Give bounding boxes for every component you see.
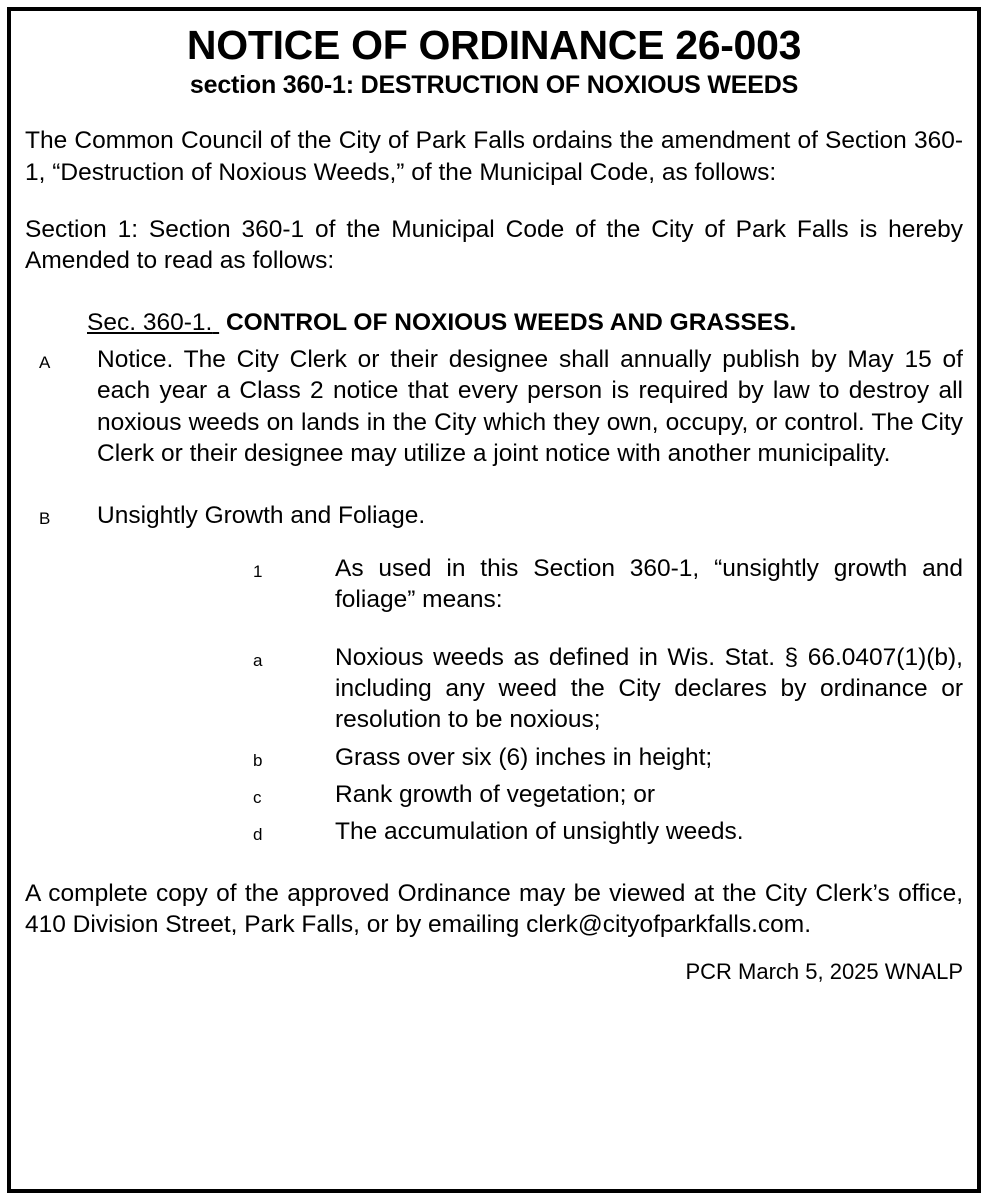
list-item-label: a: [253, 650, 263, 670]
section-one-paragraph: Section 1: Section 360-1 of the Municipal Code of the City of Park Falls is hereby Amended to read as follows:: [25, 216, 963, 275]
list-item: [25, 344, 963, 469]
closing-paragraph: A complete copy of the approved Ordinance may be viewed at the City Clerk’s office, 410 Division Street, Park Falls, or by emailing clerk@cityofparkfalls.com.: [25, 879, 963, 939]
list-item-text: Rank growth of vegetation; or: [335, 781, 656, 809]
list-item-label: B: [39, 508, 51, 528]
section-heading: [25, 307, 963, 338]
section-heading-title: CONTROL OF NOXIOUS WEEDS AND GRASSES.: [225, 308, 797, 336]
list-item-text: The accumulation of unsightly weeds.: [335, 818, 744, 846]
list-item-text: Notice. The City Clerk or their designee shall annually publish by May 15 of each year a Class 2 notice that every person is required by law to destroy all noxious weeds on lands in the City which they own, occupy, or control. The City Clerk or their designee may utilize a joint notice with another municipality.: [97, 346, 963, 468]
list-item-text: Grass over six (6) inches in height;: [335, 743, 713, 771]
footer-credit: PCR March 5, 2025 WNALP: [685, 958, 963, 984]
list-item: [25, 816, 963, 847]
list-item-label: d: [253, 825, 263, 845]
section-heading-number: Sec. 360-1.: [87, 308, 213, 336]
list-item: [25, 779, 963, 810]
list-item: [25, 642, 963, 736]
list-item: [25, 742, 963, 773]
notice-border: [7, 7, 981, 1193]
page-subtitle: section 360-1: DESTRUCTION OF NOXIOUS WEEDS: [189, 70, 799, 99]
list-item-text: Unsightly Growth and Foliage.: [97, 501, 426, 529]
list-item: [25, 553, 963, 616]
page-title: NOTICE OF ORDINANCE 26-003: [186, 22, 802, 68]
notice-content: [11, 11, 977, 1189]
list-item-label: A: [39, 353, 51, 373]
list-item-label: b: [253, 750, 263, 770]
list-item: [25, 500, 963, 531]
intro-paragraph: The Common Council of the City of Park Falls ordains the amendment of Section 360-1, “Destruction of Noxious Weeds,” of the Municipal Code, as follows:: [25, 127, 963, 186]
list-item-text: Noxious weeds as defined in Wis. Stat. § 66.0407(1)(b), including any weed the City declares by ordinance or resolution to be noxious;: [335, 643, 963, 734]
list-item-label: c: [253, 788, 262, 808]
list-item-text: As used in this Section 360-1, “unsightly growth and foliage” means:: [335, 554, 963, 614]
list-item-label: 1: [253, 561, 263, 581]
